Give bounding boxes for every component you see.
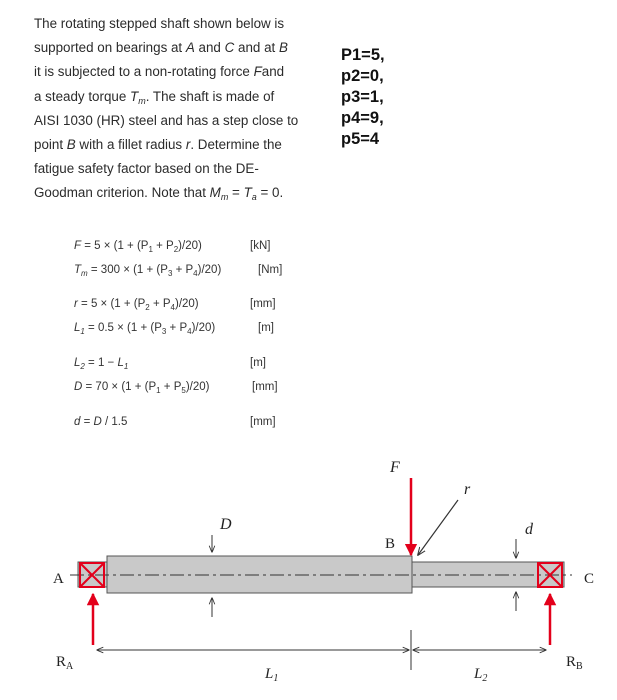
formula-diameter-small: d = D / 1.5 [mm] bbox=[74, 416, 276, 428]
problem-line-4: a steady torque $T_m$. The shaft is made of bbox=[34, 88, 275, 106]
label-ra: $R_A$ bbox=[56, 654, 74, 672]
unit-radius: [mm] bbox=[250, 298, 276, 310]
param-p4: p4=9, bbox=[341, 109, 384, 127]
label-rb: $R_B$ bbox=[566, 654, 583, 672]
problem-line-2: supported on bearings at A and C and at B bbox=[34, 40, 288, 56]
formula-torque: $T_m = 300 \times (1 + (P_3 + P_4)/20)$ [Nm] bbox=[74, 264, 283, 278]
unit-diameter-large: [mm] bbox=[252, 381, 278, 393]
problem-line-3: it is subjected to a non-rotating force Fand bbox=[34, 64, 285, 80]
unit-length-1: [m] bbox=[258, 322, 274, 334]
problem-line-1: The rotating stepped shaft shown below is bbox=[34, 16, 285, 31]
label-l2: $L_2$ bbox=[474, 666, 488, 684]
label-r: r bbox=[464, 481, 471, 498]
problem-line-7: fatigue safety factor based on the DE- bbox=[34, 161, 259, 177]
formula-fillet-radius: $r = 5 \times (1 + (P_2 + P_4)/20)$ [mm] bbox=[74, 298, 276, 312]
unit-torque: [Nm] bbox=[258, 264, 283, 276]
label-a: A bbox=[53, 571, 64, 587]
param-p3: p3=1, bbox=[341, 88, 384, 106]
unit-force: [kN] bbox=[250, 240, 271, 252]
formula-length-1: $L_1 = 0.5 \times (1 + (P_3 + P_4)/20)$ [m] bbox=[74, 322, 274, 336]
param-p1: P1=5, bbox=[341, 46, 385, 64]
label-b: B bbox=[385, 536, 396, 552]
unit-diameter-small: [mm] bbox=[250, 416, 276, 428]
problem-line-5: AISI 1030 (HR) steel and has a step close to bbox=[34, 112, 299, 128]
problem-line-8: Goodman criterion. Note that $M_m = T_a = 0$. bbox=[34, 185, 284, 203]
unit-length-2: [m] bbox=[250, 357, 266, 369]
label-l1: $L_1$ bbox=[265, 666, 279, 684]
formula-force: $F = 5 \times (1 + (P_1 + P_2)/20)$ [kN] bbox=[74, 240, 271, 254]
label-d-large: D bbox=[220, 516, 232, 533]
formula-diameter-large: $D = 70 \times (1 + (P_1 + P_5)/20)$ [mm] bbox=[74, 381, 278, 395]
param-p2: p2=0, bbox=[341, 67, 384, 85]
label-f: F bbox=[390, 459, 400, 476]
problem-line-6: point B with a fillet radius r. Determine the bbox=[34, 137, 282, 153]
fillet-radius-leader bbox=[418, 500, 458, 555]
label-c: C bbox=[584, 571, 595, 587]
label-d-small: d bbox=[525, 521, 533, 538]
param-p5: p5=4 bbox=[341, 130, 380, 148]
formula-length-2: $L_2 = 1 - L_1$ [m] bbox=[74, 357, 266, 371]
